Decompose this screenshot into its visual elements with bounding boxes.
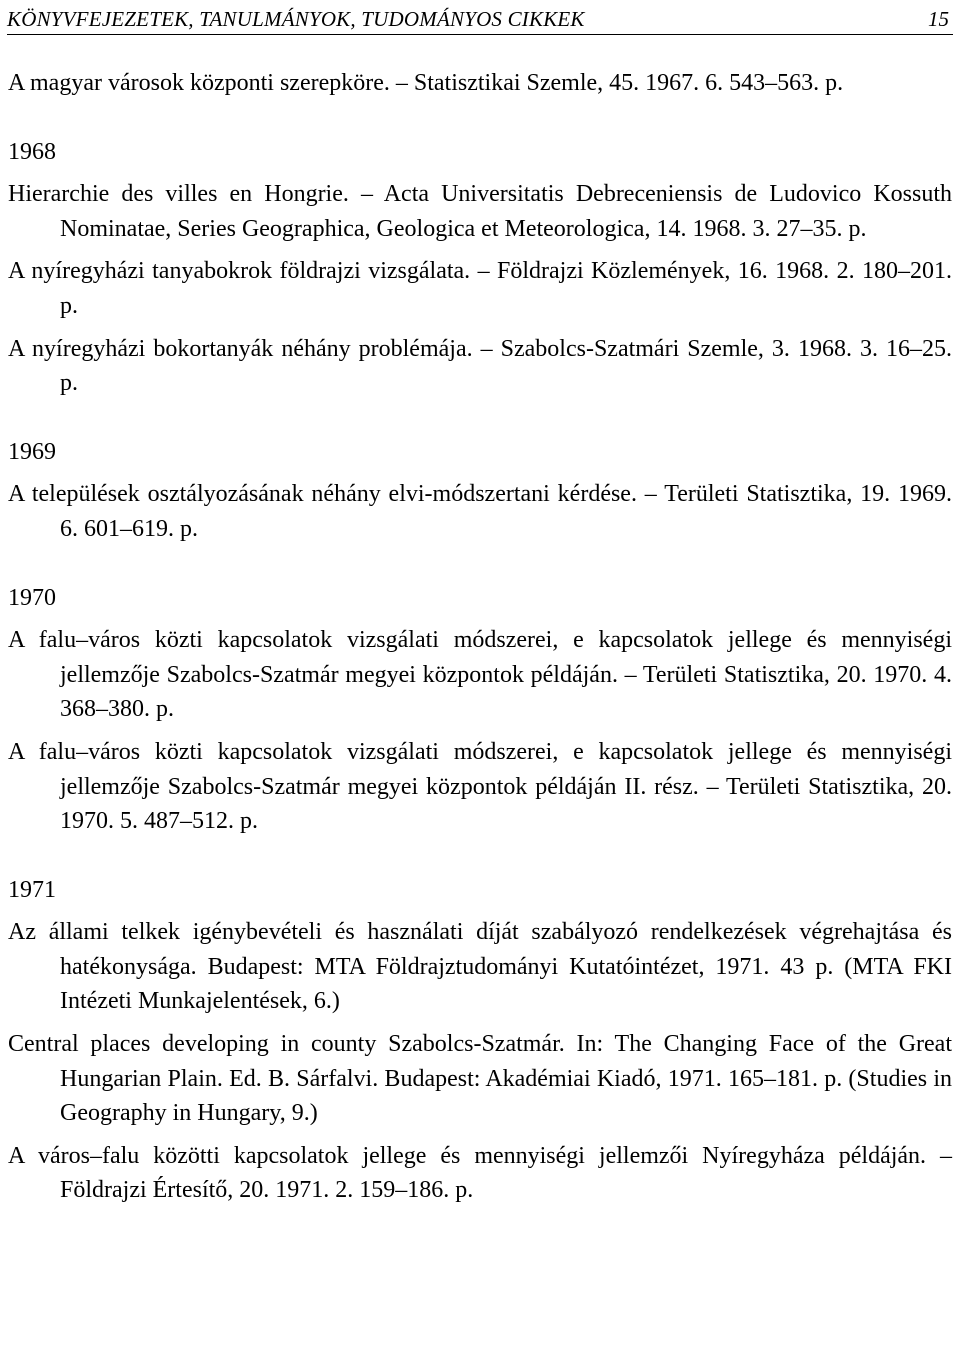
bibliography-entry: A települések osztályozásának néhány elvi-módszertani kérdése. – Területi Statisztika, 19. 1969. 6. 601–619. p. xyxy=(8,481,952,542)
bibliography-entry: Az állami telkek igénybevételi és használati díját szabályozó rendelkezések végrehajtása és hatékonysága. Budapest: MTA Földrajztudományi Kutatóintézet, 1971. 43 p. (MTA FKI Intézeti Munkajelentések, 6.) xyxy=(8,919,952,1015)
bibliography-entry: A falu–város közti kapcsolatok vizsgálati módszerei, e kapcsolatok jellege és mennyiségi jellemzője Szabolcs-Szatmár megyei központok példáján. – Területi Statisztika, 20. 1970. 4. 368–380. p. xyxy=(8,627,952,723)
year-heading-1970: 1970 xyxy=(8,584,56,611)
bibliography-entry: A város–falu közötti kapcsolatok jellege és mennyiségi jellemzői Nyíregyháza példáján. – Földrajzi Értesítő, 20. 1971. 2. 159–186. p. xyxy=(8,1142,952,1204)
bibliography xyxy=(8,66,952,1208)
running-header xyxy=(7,4,953,35)
year-heading-1969: 1969 xyxy=(8,438,56,465)
page-number: 15 xyxy=(928,7,949,31)
bibliography-entry: Hierarchie des villes en Hongrie. – Acta Universitatis Debreceniensis de Ludovico Kossuth Nominatae, Series Geographica, Geologica et Meteorologica, 14. 1968. 3. 27–35. p. xyxy=(8,181,952,242)
bibliography-entry: A nyíregyházi tanyabokrok földrajzi vizsgálata. – Földrajzi Közlemények, 16. 1968. 2. 180–201. p. xyxy=(8,258,952,319)
bibliography-entry: A falu–város közti kapcsolatok vizsgálati módszerei, e kapcsolatok jellege és mennyiségi jellemzője Szabolcs-Szatmár megyei központok példáján II. rész. – Területi Statisztika, 20. 1970. 5. 487–512. p. xyxy=(8,738,952,835)
bibliography-entry: A nyíregyházi bokortanyák néhány problémája. – Szabolcs-Szatmári Szemle, 3. 1968. 3. 16–25. p. xyxy=(8,335,952,397)
year-heading-1968: 1968 xyxy=(8,138,56,165)
running-header-title: KÖNYVFEJEZETEK, TANULMÁNYOK, TUDOMÁNYOS CIKKEK xyxy=(7,7,585,31)
year-heading-1971: 1971 xyxy=(8,876,56,903)
bibliography-entry: Central places developing in county Szabolcs-Szatmár. In: The Changing Face of the Great Hungarian Plain. Ed. B. Sárfalvi. Budapest: Akadémiai Kiadó, 1971. 165–181. p. (Studies in Geography in Hungary, 9.) xyxy=(8,1031,952,1127)
bibliography-entry: A magyar városok központi szerepköre. – Statisztikai Szemle, 45. 1967. 6. 543–563. p. xyxy=(8,70,844,96)
